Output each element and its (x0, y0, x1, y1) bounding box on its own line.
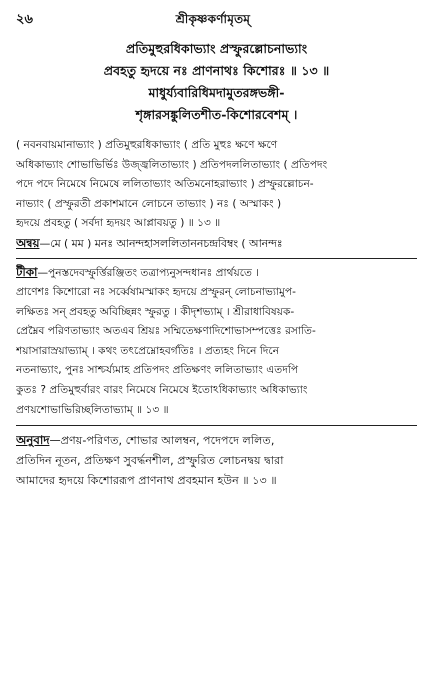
commentary-line: ( নবনবায়মানাভ্যাং ) প্রতিমুহুরধিকাভ্যাং ( প্রতি মুহুঃ ক্ষণে ক্ষণে (16, 139, 278, 151)
tika-line: লক্ষিতঃ সন্‌ প্রবহতু অবিচ্ছিন্নং স্ফুরতু । কীদৃশভ্যাম্‌ । শ্রীরাধাবিষয়ক- (16, 305, 295, 318)
tika-line: শয়াসারাস্রয়াভ্যাম্‌ । কথং তৎপ্রেম্নোহবর্গতিঃ । প্রত্যহং দিনে দিনে (16, 344, 280, 357)
anvaya-section (16, 234, 417, 253)
commentary-line: হৃদয়ে প্রবহতু ( সর্বদা হৃদয়ং আপ্লাবয়তু ) ॥ ১৩ ॥ (16, 217, 221, 229)
tika-section (16, 263, 417, 421)
verse-line: প্রতিমুহুরধিকাভ্যাং প্রস্ফুরল্লোচনাভ্যাং (125, 41, 308, 56)
section-divider (16, 425, 417, 426)
tika-line (16, 263, 417, 284)
anvaya-label: অন্বয় (16, 235, 40, 250)
tika-line: প্রাণেশঃ কিশোরো নঃ সর্ব্বেষামস্মাকং হৃদয়ে প্রস্ফুরন্‌ লোচনাভ্যামুপ- (16, 286, 296, 299)
translation-line (16, 430, 417, 451)
translation-text: —প্রণয়-পরিণত, শোভার আলম্বন, পদেপদে ললিত, (49, 434, 275, 448)
translation-line: আমাদের হৃদয়ে কিশোররূপ প্রাণনাথ প্রবহমান হউন ॥ ১৩ ॥ (16, 474, 277, 488)
verse-line: শৃঙ্গারসঙ্কুলিতশীত-কিশোরবেশম্‌ । (135, 107, 298, 122)
tika-line: প্রণয়শোভাভিরিচ্ছলিতাভ্যাম্‌ ॥ ১৩ ॥ (16, 403, 169, 416)
translation-section (16, 430, 417, 491)
verse-line: মাধুর্য্যবারিধিমদামুতরঙ্গভঙ্গী- (148, 85, 285, 100)
tika-line: নতনাভ্যাং, পুনঃ সাশ্চর্য্যমাহ প্রতিপদং প্রতিক্ষণং ললিতাভ্যাং এতদপি (16, 364, 299, 377)
tika-line: কুতঃ ? প্রতিমুহুর্বারং বারং নিমেষে নিমেষে ইতোঽধিকাভ্যাং অধিকাভ্যাং (16, 384, 308, 397)
running-title: শ্রীকৃষ্ণকর্ণামৃতম্‌ (175, 12, 251, 26)
verse-commentary (16, 136, 417, 234)
translation-label: অনুবাদ (16, 433, 50, 448)
commentary-line: নাভ্যাং ( প্রস্ফুরতী প্রকাশমানে লোচনে তাভ্যাং ) নঃ ( অস্মাকং ) (16, 197, 282, 210)
verse-line: প্রবহতু হৃদয়ে নঃ প্রাণনাথঃ কিশোরঃ ॥ ১৩ ॥ (103, 63, 330, 78)
page-header (16, 0, 417, 30)
sanskrit-verse (16, 38, 417, 126)
page-number: ২৬ (16, 12, 33, 27)
commentary-line: অধিকাভ্যাং শোভাভির্ভিঃ উজ্জ্বলিতাভ্যাং ) প্রতিপদললিতাভ্যাং ( প্রতিপদং (16, 158, 328, 171)
anvaya-text: —মে ( মম ) মনঃ আনন্দহাসললিতাননচন্দ্রবিম্বং ( আনন্দঃ (39, 236, 283, 250)
tika-label: টীকা (16, 264, 38, 279)
section-divider (16, 258, 417, 259)
tika-text: —পুনস্তদেবস্ফুর্ত্তিরঞ্জিতং তত্রাপ্যনুসন্দধানঃ প্রার্থয়তে । (37, 266, 260, 279)
tika-line: প্রেম্নৈব পরিণতাভ্যাং অতএব শ্রিয়ঃ সম্মিতেক্ষণাদিশোভাসম্পত্তেঃ রসাতি- (16, 325, 316, 338)
translation-line: প্রতিদিন নূতন, প্রতিক্ষণ সুবর্দ্ধনশীল, প্রস্ফুরিত লোচনদ্বয় দ্বারা (16, 454, 284, 468)
commentary-line: পদে পদে নিমেষে নিমেষে ললিতাভ্যাং অতিমনোহরাভ্যাং ) প্রস্ফুরল্লোচন- (16, 178, 314, 190)
